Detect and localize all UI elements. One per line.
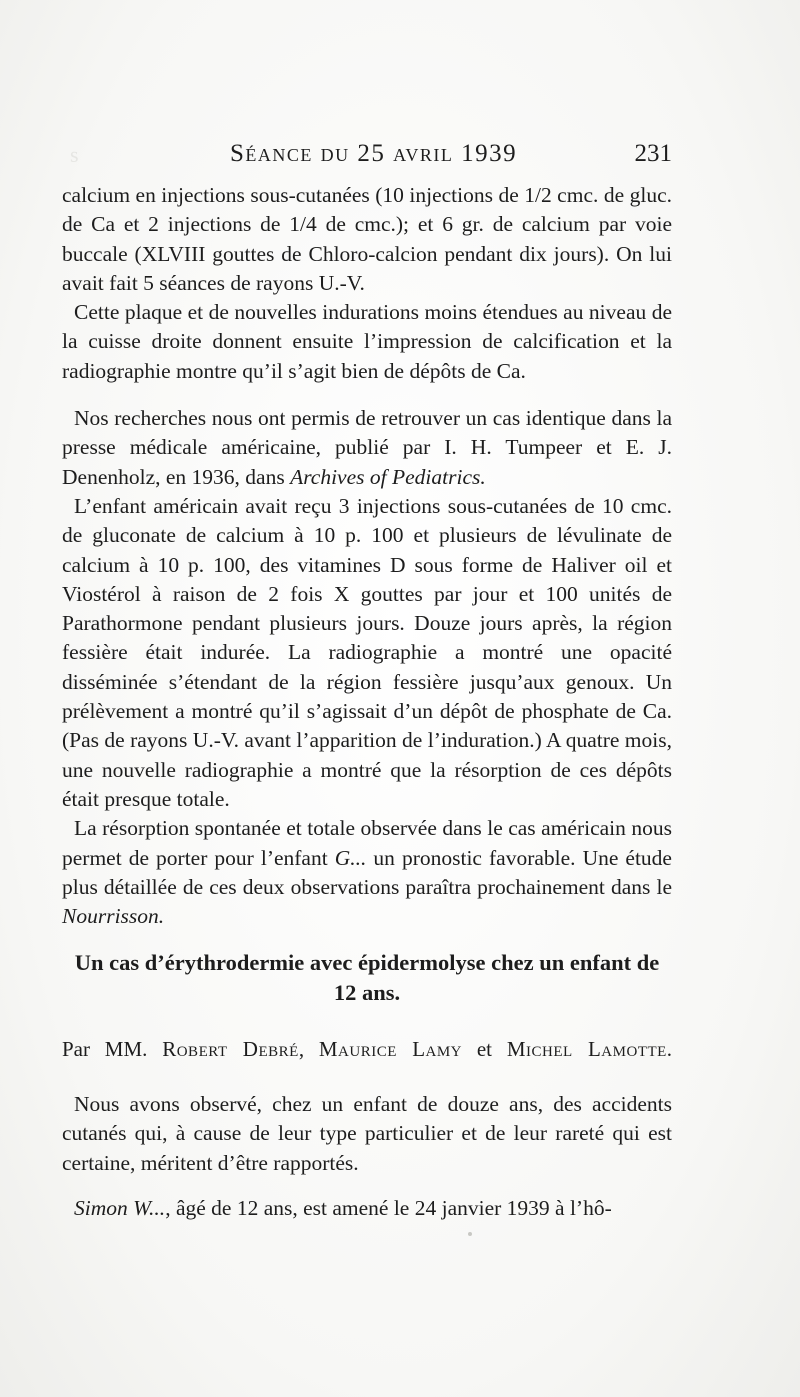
paragraph xyxy=(62,1090,672,1178)
author-end: . xyxy=(666,1037,673,1061)
paragraph xyxy=(62,181,672,298)
text-run: , âgé de 12 ans, est amené le 24 janvier 1939 à l’hô- xyxy=(165,1195,612,1220)
paper-speck xyxy=(468,1232,472,1236)
author-conjunction: et xyxy=(476,1037,492,1061)
page-number: 231 xyxy=(634,140,672,167)
text-run: calcium en injections sous-cutanées (10 injections de 1/2 cmc. de gluc. de Ca et 2 injections de 1/4 de cmc.); et 6 gr. de calcium par voie buccale (XLVIII gouttes de Chloro-calcion pendant dix jours). On lui avait fait 5 séances de rayons U.-V. xyxy=(62,183,672,295)
page-header xyxy=(62,134,672,174)
italic-text: Archives of Pediatrics. xyxy=(290,464,486,489)
article-section xyxy=(62,948,672,1223)
author-line xyxy=(62,1034,672,1064)
text-run: Cette plaque et de nouvelles indurations moins étendues au niveau de la cuisse droite donnent ensuite l’impression de calcification et la radiographie montre qu’il s’agit bien de dépôts de Ca. xyxy=(62,300,672,383)
italic-text: Simon W... xyxy=(74,1195,166,1220)
author-separator: , xyxy=(298,1037,305,1061)
author-name: Maurice Lamy xyxy=(318,1037,463,1061)
text-run: un pronostic favorable. Une étude plus détaillée de ces deux observations paraîtra prochainement dans le xyxy=(62,845,672,899)
section-title: Un cas d’érythrodermie avec épidermolyse chez un enfant de 12 ans. xyxy=(74,950,660,1005)
body-text xyxy=(62,181,672,931)
paragraph xyxy=(62,814,672,931)
italic-text: Nourrisson. xyxy=(62,904,165,929)
text-run: L’enfant américain avait reçu 3 injections sous-cutanées de 10 cmc. de gluconate de calcium à 10 p. 100 et plusieurs de lévulinate de calcium à 10 p. 100, des vitamines D sous forme de Haliver oil et Viostérol à raison de 2 fois X gouttes par jour et 100 unités de Parathormone pendant plusieurs jours. Douze jours après, la région fessière était indurée. La radiographie a montré une opacité disséminée s’étendant de la région fessière jusqu’aux genoux. Un prélèvement a montré qu’il s’agissait d’un dépôt de phosphate de Ca. (Pas de rayons U.-V. avant l’apparition de l’induration.) A quatre mois, une nouvelle radiographie a montré que la résorption de ces dépôts était presque totale. xyxy=(62,493,672,811)
bleed-through-text: s xyxy=(70,142,80,167)
paragraph xyxy=(62,298,672,386)
author-name: Michel Lamotte xyxy=(506,1037,667,1061)
italic-text: G... xyxy=(334,845,367,870)
text-run: Nos recherches nous ont permis de retrouver un cas identique dans la presse médicale américaine, publié par I. H. Tumpeer et E. J. Denenholz, en 1936, dans xyxy=(62,406,672,489)
text-run: La résorption spontanée et totale observée dans le cas américain nous permet de porter pour l’enfant xyxy=(62,816,672,870)
paragraph xyxy=(62,404,672,492)
running-title: Séance du 25 avril 1939 xyxy=(230,140,518,167)
author-name: Robert Debré xyxy=(162,1037,299,1061)
text-run: Nous avons observé, chez un enfant de douze ans, des accidents cutanés qui, à cause de leur type particulier et de leur rareté qui est certaine, méritent d’être rapportés. xyxy=(62,1092,672,1175)
author-prefix: Par MM. xyxy=(62,1037,148,1061)
paragraph xyxy=(62,1194,672,1223)
paragraph xyxy=(62,492,672,814)
